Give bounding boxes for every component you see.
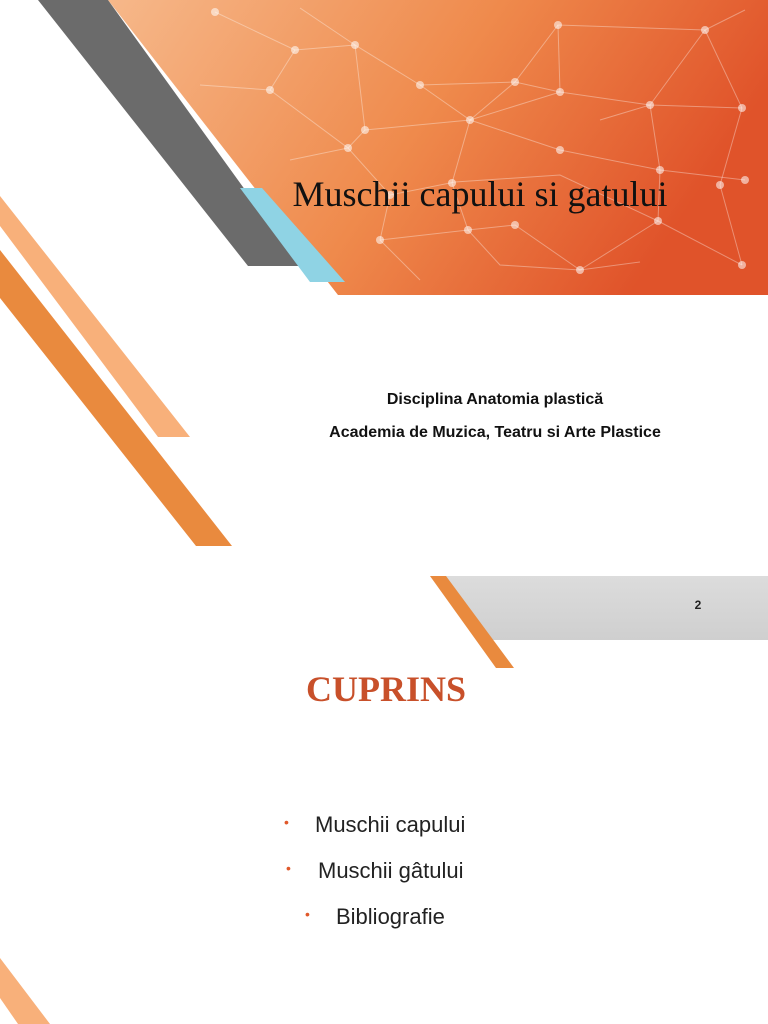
- contents-heading: CUPRINS: [305, 669, 466, 709]
- contents-list: [0, 560, 768, 1024]
- orange-stripe: [0, 250, 232, 546]
- bullet-icon: •: [284, 814, 289, 830]
- subtitle-discipline: Disciplina Anatomia plastică: [386, 391, 604, 408]
- toc-item-muschii-capului: Muschii capului: [315, 812, 466, 837]
- toc-item-muschii-gatului: Muschii gâtului: [318, 858, 464, 883]
- subtitle-academy: Academia de Muzica, Teatru si Arte Plastice: [329, 424, 661, 441]
- toc-item-bibliografie: Bibliografie: [336, 904, 445, 929]
- bullet-icon: •: [305, 906, 310, 922]
- slide-title: Muschii capului si gatului: [292, 174, 668, 214]
- page-number: 2: [694, 598, 702, 612]
- bullet-icon: •: [286, 860, 291, 876]
- contents-slide: [0, 560, 768, 1024]
